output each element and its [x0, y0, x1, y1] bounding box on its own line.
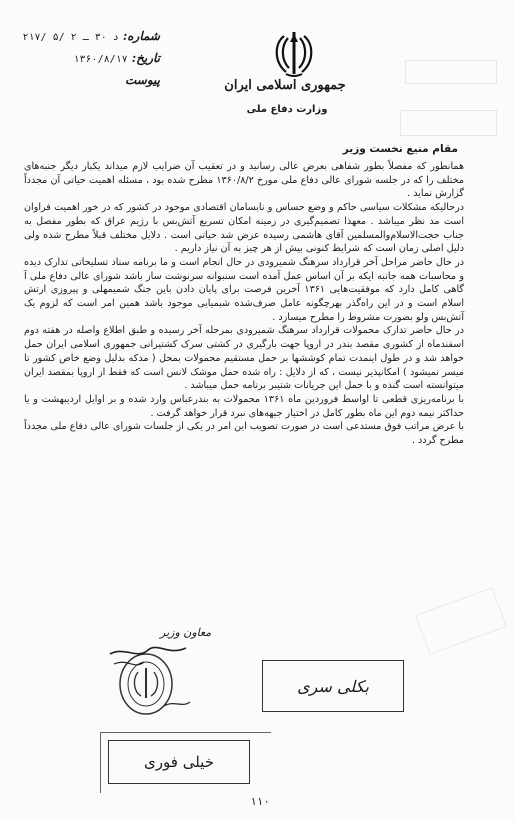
signature-title: معاون وزیر [160, 626, 212, 639]
number-row [22, 26, 160, 48]
faint-stamp-mark [415, 587, 506, 655]
body-paragraph: با عرض مراتب فوق مستدعی است در صورت تصویب این امر در یکی از جلسات شورای عالی دفاع ملی مجدداً مطرح گردد . [24, 421, 464, 447]
ministry-name: وزارت دفاع ملی [246, 104, 328, 115]
body-paragraph: در حال حاضر مراحل آخر قرارداد سرهنگ شمیرودی در حال انجام است و ما برنامه سناد تسلیحاتی تدارک دیده و محاسبات همه جانبه ایکه بر آن اساس عمل آمده است سنبوانه سرنوشت ساز باشد شورای عالی دفاع ملی آ گاهی کامل دارد که موفقیت‌هایی ۱۳۶۱ آخرین فرصت برای پایان دادن باین جنگ شمیمهلی و پیروزی ارتش اسلام است و در این راه‌گذر بهرچگونه عامل صرف‌شده شیمیایی موجود باشد همین امر است که لزوم یک آتش‌بس ولو بصورت مشروط را مطرح میسازد . [24, 256, 464, 323]
body-paragraph: در حال حاضر تدارک محمولات قرارداد سرهنگ شمیرودی بمرحله آخر رسیده و طبق اطلاع واصله در هفته دوم اسفندماه از کشوری مقصد بندر در اروپا جهت بارگیری در کشتی سرک کشتیرانی جمهوری اسلامی ایران حمل خواهد شد و در طول اینمدت تمام کوششها بر حمل مستقیم محمولات بمحل ( مدکه بدلیل وضع خاص کشور تا میسر نمیشود ) امکانپذیر نیست ، که از دلایل : راه شده حمل موشک لانس است که فقط از اروپا بمقصد ایران میتوانسته است گنده و با حمل این جریانات شتیبر برنامه حمل میباشد . [24, 325, 464, 392]
number-value: ۲۱۷/ ۵/ ۲ د ۳۰ ـ [22, 32, 119, 43]
date-row [30, 48, 160, 70]
iran-emblem-icon [268, 28, 320, 80]
letter-body [24, 160, 464, 448]
faint-stamp-mark [400, 110, 497, 136]
recipient-line: مقام منیع نخست وزیر [342, 143, 458, 155]
attachment-row [30, 70, 160, 90]
date-label: تاریخ: [131, 51, 160, 65]
date-value: ۱۳۶۰/۸/۱۷ [73, 54, 128, 65]
faint-stamp-mark [405, 60, 497, 84]
number-label: شماره: [122, 29, 160, 43]
body-paragraph: با برنامه‌ریزی قطعی تا اواسط فروردین ماه ۱۳۶۱ محمولات به بندرعباس وارد شده و بر اوایل اردیبهشت و یا حداکثر نیمه دوم این ماه بطور کامل در اختیار جبهه‌های نبرد قرار خواهد گرفت . [24, 393, 464, 419]
attachment-label: پیوست [125, 73, 160, 87]
official-seal-icon [104, 636, 194, 726]
classification-stamp: بکلی سری [262, 660, 404, 712]
urgency-stamp: خیلی فوری [108, 740, 250, 784]
body-paragraph: همانطور که مفصلاً بطور شفاهی بعرض عالی رسانید و در تعقیب آن ضرایب لازم میداند یکبار دیگر جنبه‌های مختلف را که در جلسه شورای عالی دفاع ملی مورخ ۱۳۶۰/۸/۲ مطرح شده بود ، مسئله اهمیت حیاتی آن مجدداً گزارش نماید . [24, 161, 464, 200]
letter-meta [22, 26, 160, 90]
government-title: جمهوری اسلامی ایران [224, 78, 346, 93]
body-paragraph: درحالیکه مشکلات سیاسی حاکم و وضع حساس و نابسامان اقتصادی موجود در کشور که در خور اهمیت فراوان است مد نظر میباشد . معهذا تصمیم‌گیری در زمینه امکان تسریع آتش‌بس با رژیم عراق که بطور مفصل به جناب حجت‌الاسلام‌والمسلمین آقای هاشمی رسیده عرض شد حیاتی است . دلایل مختلف قبلاً مطرح شده ولی دلیل اصلی زمان است که شرایط کنونی بیش از هر چیز به آن نیاز داریم . [24, 202, 464, 255]
page-number: ۱۱۰ [250, 795, 270, 808]
